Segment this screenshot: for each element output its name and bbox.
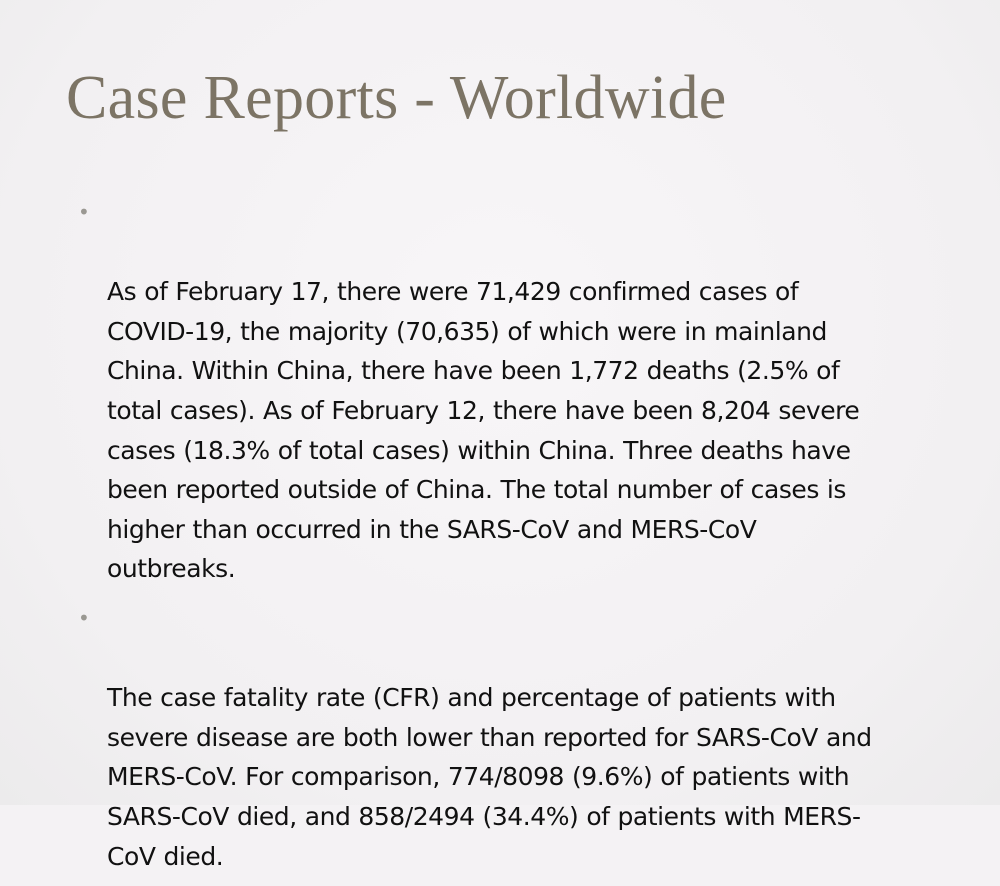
bullet-text: The case fatality rate (CFR) and percentage of patients with severe disease are both lower than reported for SARS-CoV and MERS-CoV. For comparison, 774/8098 (9.6%) of patients with SARS-CoV died, and 858/2494 (34.4%) of patients with MERS- CoV died. [107, 683, 872, 871]
bullet-item [76, 599, 956, 876]
bullet-item [76, 193, 956, 589]
bullet-marker: • [78, 200, 90, 224]
bullet-text: As of February 17, there were 71,429 confirmed cases of COVID-19, the majority (70,635) of which were in mainland China. Within China, there have been 1,772 deaths (2.5% of total cases). As of February 12, there have been 8,204 severe cases (18.3% of total cases) within China. Three deaths have been reported outside of China. The total number of cases is higher than occurred in the SARS-CoV and MERS-CoV outbreaks. [107, 277, 860, 584]
bullet-list [76, 193, 956, 886]
bullet-marker: • [78, 605, 90, 630]
slide-title: Case Reports - Worldwide [66, 64, 727, 132]
